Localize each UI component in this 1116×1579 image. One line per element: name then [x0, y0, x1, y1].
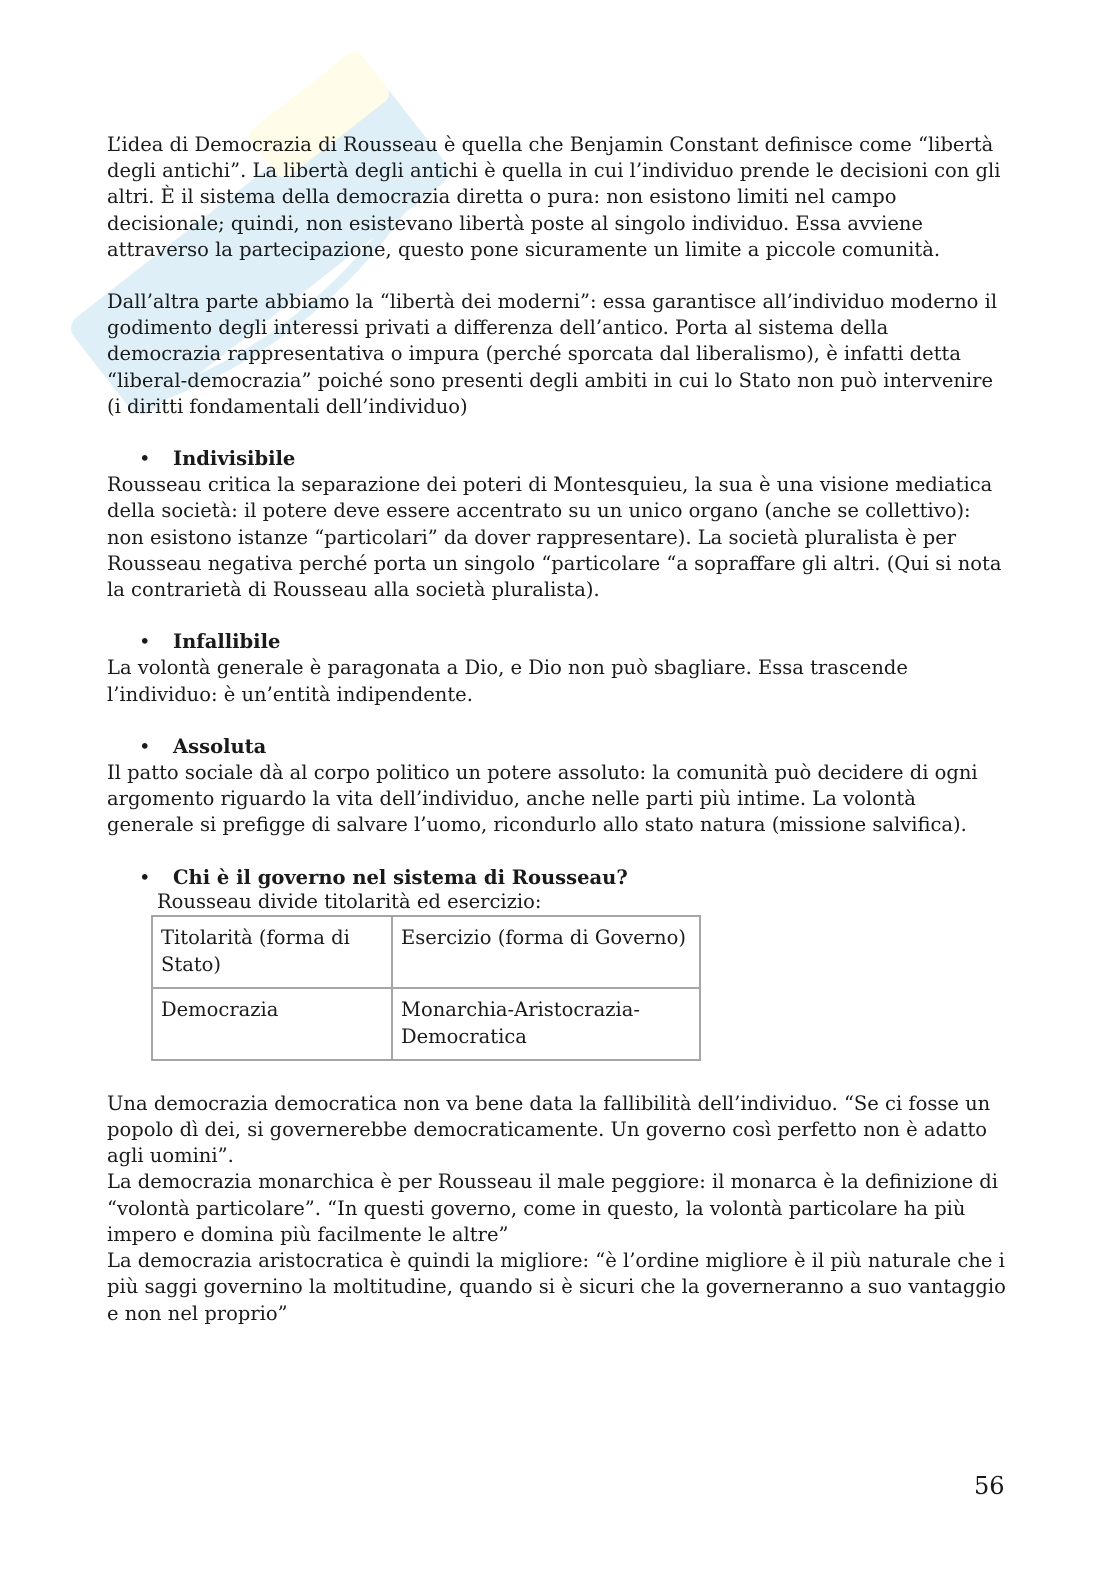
- table-cell: Democrazia: [152, 988, 392, 1060]
- conclusion-paragraph: Una democrazia democratica non va bene data la fallibilità dell’individuo. “Se ci fosse un popolo dì dei, si governerebbe democraticamente. Un governo così perfetto non è adatto agli uomini”.: [107, 1091, 991, 1168]
- bullet-icon: •: [139, 630, 151, 654]
- conclusion-paragraph: La democrazia monarchica è per Rousseau il male peggiore: il monarca è la definizione di “volontà particolare”. “In questi governo, come in questo, la volontà particolare ha più impero e domina più facilmente le altre”: [107, 1170, 999, 1246]
- heading-text: Indivisibile: [173, 447, 296, 471]
- section-heading: [107, 629, 1007, 655]
- table-cell: Esercizio (forma di Governo): [392, 916, 700, 988]
- table-intro-text: Rousseau divide titolarità ed esercizio:: [157, 889, 542, 913]
- titolarita-esercizio-table: [151, 915, 701, 1061]
- conclusion-paragraph: La democrazia aristocratica è quindi la migliore: “è l’ordine migliore è il più naturale che i più saggi governino la moltitudine, quando si è sicuri che la governeranno a suo vantaggio e non nel proprio”: [107, 1249, 1006, 1325]
- section-text: Rousseau critica la separazione dei poteri di Montesquieu, la sua è una visione mediatica della società: il potere deve essere accentrato su un unico organo (anche se collettivo): non esistono istanze “particolari” da dover rappresentare). La società pluralista è per Rousseau negativa perché porta un singolo “particolare “a sopraffare gli altri. (Qui si nota la contrarietà di Rousseau alla società pluralista).: [107, 473, 1002, 602]
- section-text: Il patto sociale dà al corpo politico un potere assoluto: la comunità può decidere di ogni argomento riguardo la vita dell’individuo, anche nelle parti più intime. La volontà generale si prefigge di salvare l’uomo, ricondurlo allo stato natura (missione salvifica).: [107, 761, 978, 837]
- section-text: La volontà generale è paragonata a Dio, e Dio non può sbagliare. Essa trascende l’individuo: è un’entità indipendente.: [107, 656, 908, 706]
- table-row: [152, 916, 700, 988]
- section-heading: [107, 446, 1007, 472]
- section-heading: [107, 865, 1007, 891]
- bullet-icon: •: [139, 447, 151, 471]
- bullet-icon: •: [139, 865, 151, 889]
- heading-text: Chi è il governo nel sistema di Rousseau?: [173, 865, 628, 889]
- section-infallibile: [107, 629, 1007, 708]
- paragraph-liberta-antichi: L’idea di Democrazia di Rousseau è quella che Benjamin Constant definisce come “libertà degli antichi”. La libertà degli antichi è quella in cui l’individuo prende le decisioni con gli altri. È il sistema della democrazia diretta o pura: non esistono limiti nel campo decisionale; quindi, non esistevano libertà poste al singolo individuo. Essa avviene attraverso la partecipazione, questo pone sicuramente un limite a piccole comunità.: [107, 133, 1001, 261]
- heading-text: Infallibile: [173, 630, 281, 654]
- paragraph-liberta-moderni: Dall’altra parte abbiamo la “libertà dei moderni”: essa garantisce all’individuo moderno il godimento degli interessi privati a differenza dell’antico. Porta al sistema della democrazia rappresentativa o impura (perché sporcata dal liberalismo), è infatti detta “liberal-democrazia” poiché sono presenti degli ambiti in cui lo Stato non può intervenire (i diritti fondamentali dell’individuo): [107, 290, 998, 418]
- bullet-icon: •: [139, 734, 151, 758]
- table-row: [152, 988, 700, 1060]
- section-governo: [107, 865, 1007, 1061]
- document-body: [107, 132, 1007, 1327]
- section-assoluta: [107, 734, 1007, 839]
- section-heading: [107, 734, 1007, 760]
- section-indivisibile: [107, 446, 1007, 603]
- heading-text: Assoluta: [173, 734, 267, 758]
- table-cell: Titolarità (forma di Stato): [152, 916, 392, 988]
- conclusion-block: [107, 1091, 1007, 1327]
- page-number: 56: [974, 1472, 1005, 1500]
- table-cell: Monarchia-Aristocrazia-Democratica: [392, 988, 700, 1060]
